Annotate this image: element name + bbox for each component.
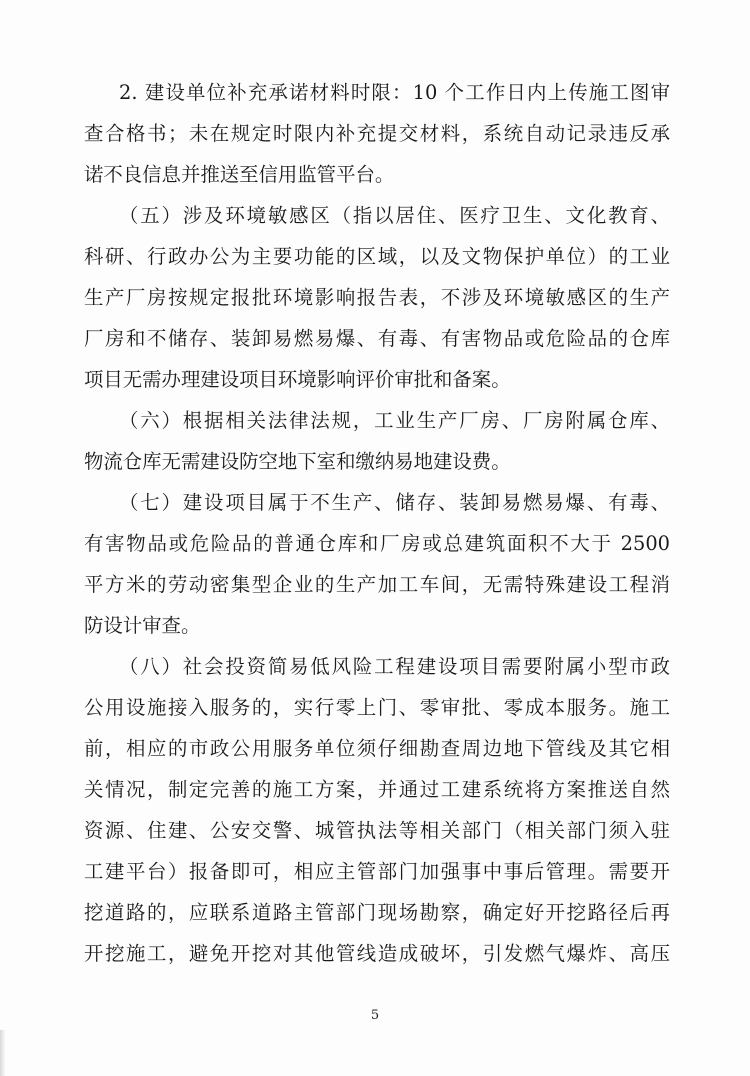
text-line: 防设计审查。 <box>84 614 201 637</box>
text-line: 查合格书；未在规定时限内补充提交材料，系统自动记录违反承 <box>84 122 670 145</box>
text-line: 前，相应的市政公用服务单位须仔细勘查周边地下管线及其它相 <box>84 737 670 760</box>
text-line: 诺不良信息并推送至信用监管平台。 <box>84 163 395 186</box>
text-line: 工建平台）报备即可，相应主管部门加强事中事后管理。需要开 <box>84 860 670 883</box>
text-line: 2. 建设单位补充承诺材料时限：10 个工作日内上传施工图审 <box>119 81 670 104</box>
page-number: 5 <box>370 1008 380 1023</box>
text-line: 平方米的劳动密集型企业的生产加工车间，无需特殊建设工程消 <box>84 573 670 596</box>
text-line: 科研、行政办公为主要功能的区域，以及文物保护单位）的工业 <box>84 245 670 268</box>
text-line: 挖道路的，应联系道路主管部门现场勘察，确定好开挖路径后再 <box>84 901 670 924</box>
text-line: 厂房和不储存、装卸易燃易爆、有毒、有害物品或危险品的仓库 <box>84 327 670 350</box>
text-line: 关情况，制定完善的施工方案，并通过工建系统将方案推送自然 <box>84 778 670 801</box>
text-line: （七）建设项目属于不生产、储存、装卸易燃易爆、有毒、 <box>119 491 670 514</box>
scan-edge-shadow <box>0 1030 6 1076</box>
text-line: 生产厂房按规定报批环境影响报告表，不涉及环境敏感区的生产 <box>84 286 670 309</box>
text-line: 有害物品或危险品的普通仓库和厂房或总建筑面积不大于 2500 <box>84 532 670 555</box>
text-line: 物流仓库无需建设防空地下室和缴纳易地建设费。 <box>84 450 511 473</box>
text-line: 资源、住建、公安交警、城管执法等相关部门（相关部门须入驻 <box>84 819 670 842</box>
text-line: （五）涉及环境敏感区（指以居住、医疗卫生、文化教育、 <box>119 204 670 227</box>
text-line: 开挖施工，避免开挖对其他管线造成破坏，引发燃气爆炸、高压 <box>84 942 670 965</box>
text-line: （八）社会投资简易低风险工程建设项目需要附属小型市政 <box>119 655 670 678</box>
text-line: 项目无需办理建设项目环境影响评价审批和备案。 <box>84 368 511 391</box>
text-line: 公用设施接入服务的，实行零上门、零审批、零成本服务。施工 <box>84 696 670 719</box>
text-line: （六）根据相关法律法规，工业生产厂房、厂房附属仓库、 <box>119 409 670 432</box>
